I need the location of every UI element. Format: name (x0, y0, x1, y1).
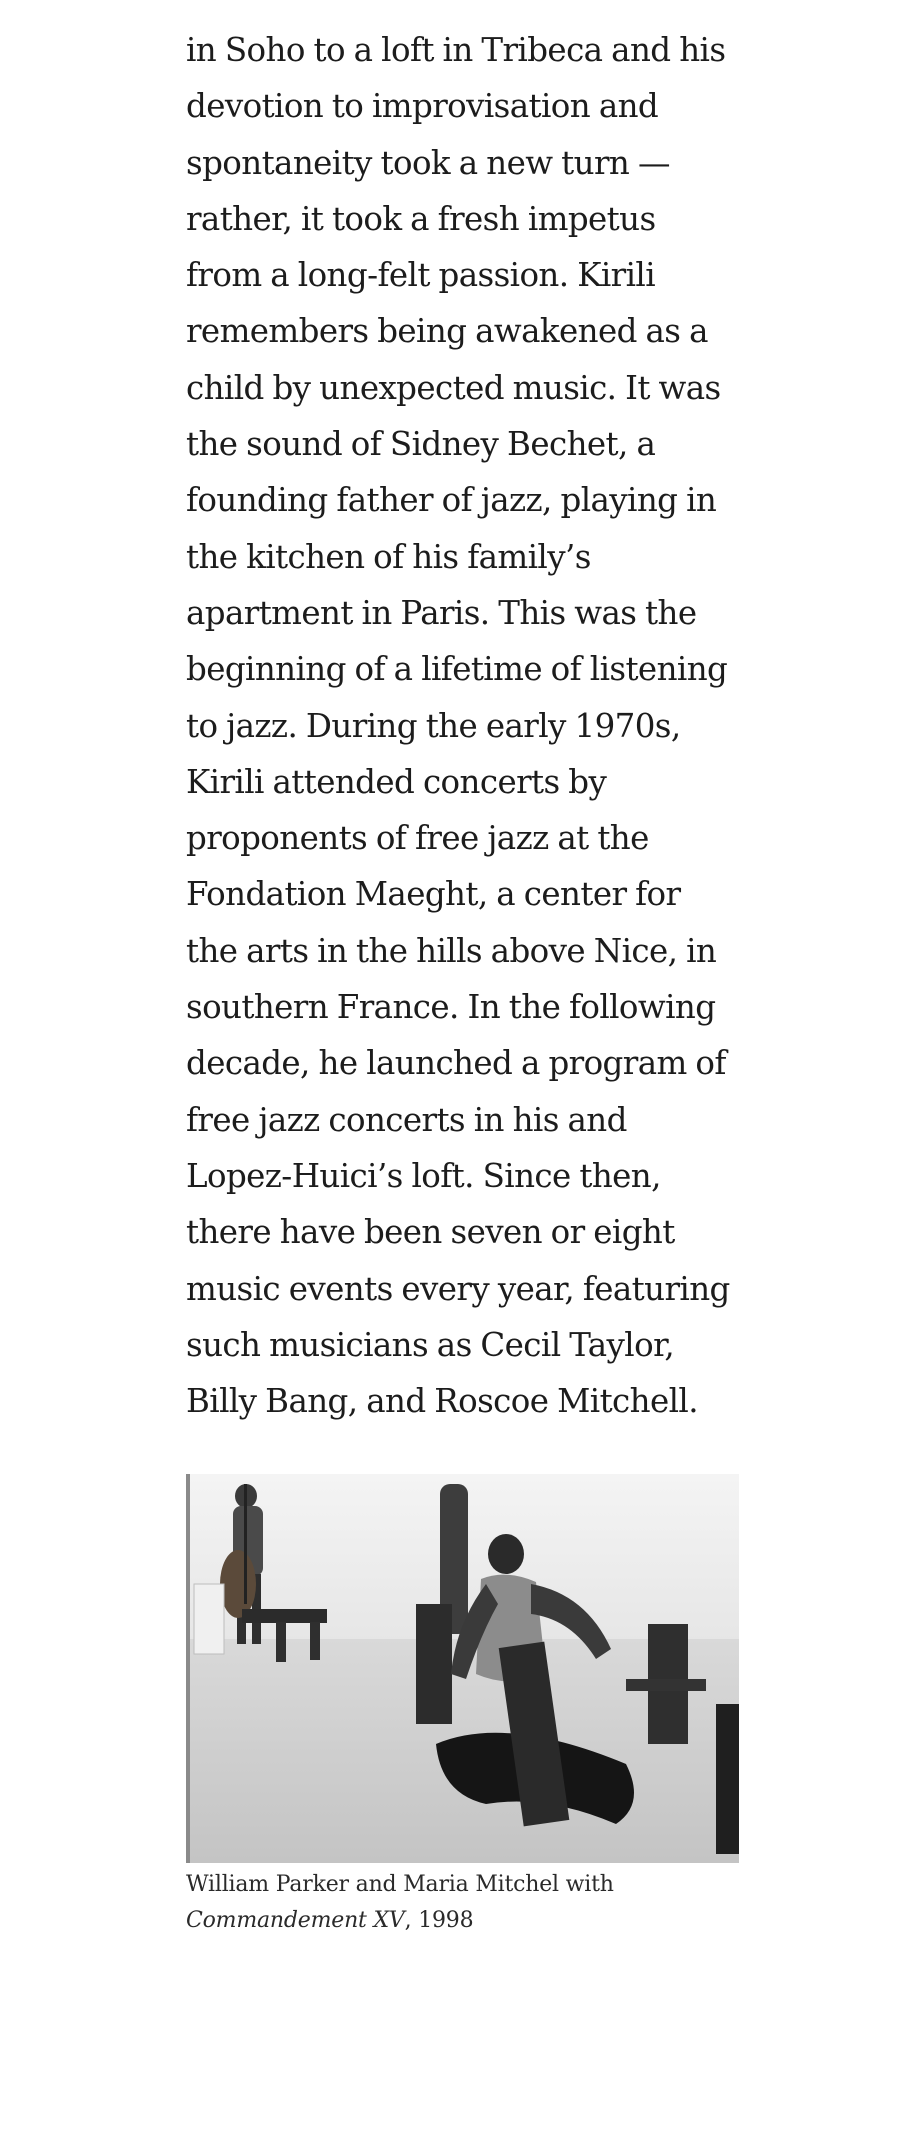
caption-year: , 1998 (404, 1908, 474, 1933)
text-line: founding father of jazz, playing in (186, 481, 717, 520)
article-body (186, 22, 746, 1429)
caption-title-line (186, 1903, 739, 1939)
text-line: to jazz. During the early 1970s, (186, 706, 681, 745)
text-line: proponents of free jazz at the (186, 819, 649, 858)
figure-caption (186, 1867, 739, 1939)
text-line: free jazz concerts in his and (186, 1100, 627, 1139)
text-line: the sound of Sidney Bechet, a (186, 425, 656, 464)
text-line: such musicians as Cecil Taylor, (186, 1325, 675, 1364)
text-line: spontaneity took a new turn — (186, 143, 670, 182)
text-line: devotion to improvisation and (186, 87, 659, 126)
caption-work-title: Commandement XV (186, 1908, 405, 1933)
text-line: rather, it took a fresh impetus (186, 199, 656, 238)
text-line: music events every year, featuring (186, 1269, 730, 1308)
text-line: in Soho to a loft in Tribeca and his (186, 31, 726, 69)
text-line: from a long-felt passion. Kirili (186, 256, 655, 295)
text-line: there have been seven or eight (186, 1213, 675, 1252)
text-line: the arts in the hills above Nice, in (186, 931, 717, 970)
performance-photo (186, 1474, 739, 1863)
text-line: Billy Bang, and Roscoe Mitchell. (186, 1382, 698, 1421)
text-line: apartment in Paris. This was the (186, 593, 697, 632)
caption-credit: William Parker and Maria Mitchel with (186, 1872, 614, 1897)
text-line: the kitchen of his family’s (186, 537, 591, 576)
text-line: child by unexpected music. It was (186, 368, 721, 407)
text-line: Fondation Maeght, a center for (186, 875, 681, 914)
text-line: Lopez-Huici’s loft. Since then, (186, 1156, 661, 1195)
text-line: decade, he launched a program of (186, 1044, 726, 1083)
text-line: Kirili attended concerts by (186, 762, 607, 801)
text-line: southern France. In the following (186, 988, 716, 1027)
text-line: remembers being awakened as a (186, 312, 708, 351)
article-paragraph (186, 22, 746, 1429)
text-line: beginning of a lifetime of listening (186, 650, 728, 689)
article-figure (186, 1474, 739, 1939)
